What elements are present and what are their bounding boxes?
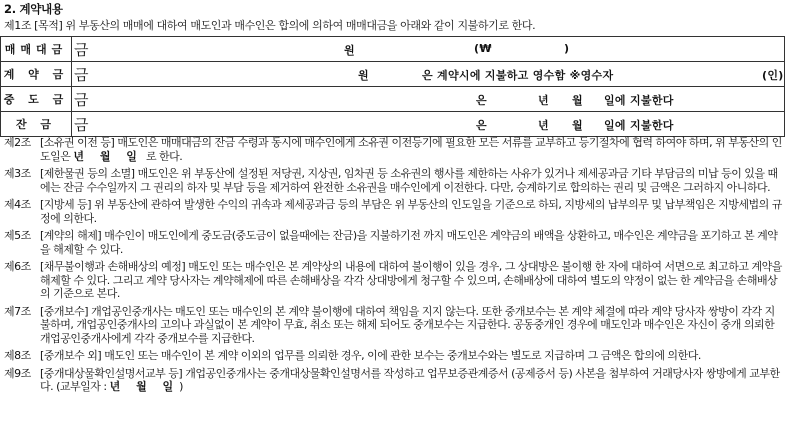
clause-body: [중개대상물확인설명서교부 등] 개업공인중개사는 중개대상물확인설명서를 작성하고 업무보증관계증서 (공제증서 등) 사본을 첨부하여 거래당사자 쌍방에게 교부한다. (교부일자 :: [40, 366, 780, 393]
won-symbol-close: ): [564, 42, 570, 55]
won-symbol-open: (₩: [474, 42, 492, 55]
year-label: 년: [538, 119, 549, 132]
clause-number: 제8조: [4, 349, 31, 362]
clause-number: 제6조: [4, 260, 31, 273]
clause-text: [계약의 해제] 매수인이 매도인에게 중도금(중도금이 없을때에는 잔금)을 지불하기전 까지 매도인은 계약금의 배액을 상환하고, 매수인은 계약금을 포기하고 본 계약을 해제할 수 있다.: [40, 229, 778, 256]
clause-text: [채무불이행과 손해배상의 예정] 매도인 또는 매수인은 본 계약상의 내용에 대하여 불이행이 있을 경우, 그 상대방은 불이행 한 자에 대하여 서면으로 최고하고 계약을 해제할 수 있다. 그리고 계약 당사자는 계약해제에 따른 손해배상을 각각 상대방에게 청구할 수 있으며, 손해배상에 대하여 별도의 약정이 없는 한 계약금을 손해배상의 기준으로 본다.: [40, 260, 782, 300]
payment-label: 매매대금: [1, 37, 72, 62]
amount-prefix: 금: [74, 41, 89, 59]
payment-row-middle: [1, 87, 785, 112]
payment-label: 잔 금: [1, 112, 72, 137]
particle-eun: 은: [476, 94, 487, 107]
payment-value-field[interactable]: [72, 87, 785, 112]
clause-number: 제9조: [4, 366, 31, 380]
payment-value-field[interactable]: [72, 112, 785, 137]
clause-text: [40, 367, 784, 394]
clause-9-confirmation-document: [4, 367, 784, 394]
clause-number: 제5조: [4, 229, 31, 242]
clause-2-ownership-transfer: [4, 136, 784, 163]
clause-body: [소유권 이전 등] 매도인은 매매대금의 잔금 수령과 동시에 매수인에게 소유권 이전등기에 필요한 모든 서류를 교부하고 등기절차에 협력 하여야 하며, 위 부동산의 인도일은: [40, 136, 782, 163]
payment-row-deposit: [1, 62, 785, 87]
clause-5-termination: [4, 229, 784, 256]
clause-number: 제7조: [4, 304, 31, 318]
payment-row-balance: [1, 112, 785, 137]
clause-text: [중개보수 외] 매도인 또는 매수인이 본 계약 이외의 업무를 의뢰한 경우, 이에 관한 보수는 중개보수와는 별도로 지급하며 그 금액은 합의에 의한다.: [40, 349, 701, 362]
clause-6-default-damages: [4, 260, 784, 301]
clause-text: [40, 136, 784, 163]
payment-label: 계 약 금: [1, 62, 72, 87]
clause-tail: ): [179, 380, 183, 393]
clause-3-lien-removal: [4, 167, 784, 194]
payment-label: 중 도 금: [1, 87, 72, 112]
clause-7-brokerage-fee: [4, 305, 784, 346]
clause-1-purpose: 제1조 [목적] 위 부동산의 매매에 대하여 매도인과 매수인은 합의에 의하여 매매대금을 아래와 같이 지불하기로 한다.: [4, 19, 536, 32]
clauses-list: [4, 136, 784, 398]
payment-table: [0, 36, 785, 137]
seal-mark: (인): [762, 69, 784, 82]
year-label: 년: [538, 94, 549, 107]
section-title: 2. 계약내용: [4, 2, 63, 16]
amount-prefix: 금: [74, 91, 89, 109]
month-label: 월: [572, 119, 583, 132]
deposit-receipt-text: 은 계약시에 지불하고 영수함 ※영수자: [422, 69, 614, 82]
won-unit: 원: [344, 44, 355, 57]
delivery-date[interactable]: 년 월 일: [73, 149, 143, 163]
month-label: 월: [572, 94, 583, 107]
clause-number: 제4조: [4, 198, 31, 211]
clause-number: 제3조: [4, 167, 31, 180]
delivery-date-field[interactable]: 년 월 일: [109, 380, 180, 393]
clause-number: 제2조: [4, 136, 31, 149]
clause-text: [제한물권 등의 소멸] 매도인은 위 부동산에 설정된 저당권, 지상권, 임차권 등 소유권의 행사를 제한하는 사유가 있거나 제세공과금 기타 부담금의 미납 등이 있을 때에는 잔금 수수일까지 그 권리의 하자 및 부담 등을 제거하여 완전한 소유권을 매수인에게 이전한다. 다만, 승계하기로 합의하는 권리 및 금액은 그러하지 아니하다.: [40, 167, 778, 194]
won-unit: 원: [358, 69, 369, 82]
amount-prefix: 금: [74, 66, 89, 84]
clause-text: [지방세 등] 위 부동산에 관하여 발생한 수익의 귀속과 제세공과금 등의 부담은 위 부동산의 인도일을 기준으로 하되, 지방세의 납부의무 및 납부책임은 지방세법의 규정에 의한다.: [40, 198, 782, 225]
clause-text: [중개보수] 개업공인중개사는 매도인 또는 매수인의 본 계약 불이행에 대하여 책임을 지지 않는다. 또한 중개보수는 본 계약 체결에 따라 계약 당사자 쌍방이 각각 지불하며, 개업공인중개사의 고의나 과실없이 본 계약이 무효, 취소 또는 해제 되어도 중개보수는 지급한다. 공동중개인 경우에 매도인과 매수인은 자신이 중개 의뢰한 개업공인중개사에게 각각 중개보수를 지급한다.: [40, 304, 775, 345]
payment-value-field[interactable]: [72, 62, 785, 87]
clause-tail: 로 한다.: [145, 149, 183, 163]
particle-eun: 은: [476, 119, 487, 132]
payment-row-total: [1, 37, 785, 62]
clause-4-local-tax: [4, 198, 784, 225]
amount-prefix: 금: [74, 116, 89, 134]
pay-day-text: 일에 지불한다: [604, 94, 674, 107]
clause-8-other-fees: [4, 349, 784, 363]
pay-day-text: 일에 지불한다: [604, 119, 674, 132]
payment-value-field[interactable]: [72, 37, 785, 62]
